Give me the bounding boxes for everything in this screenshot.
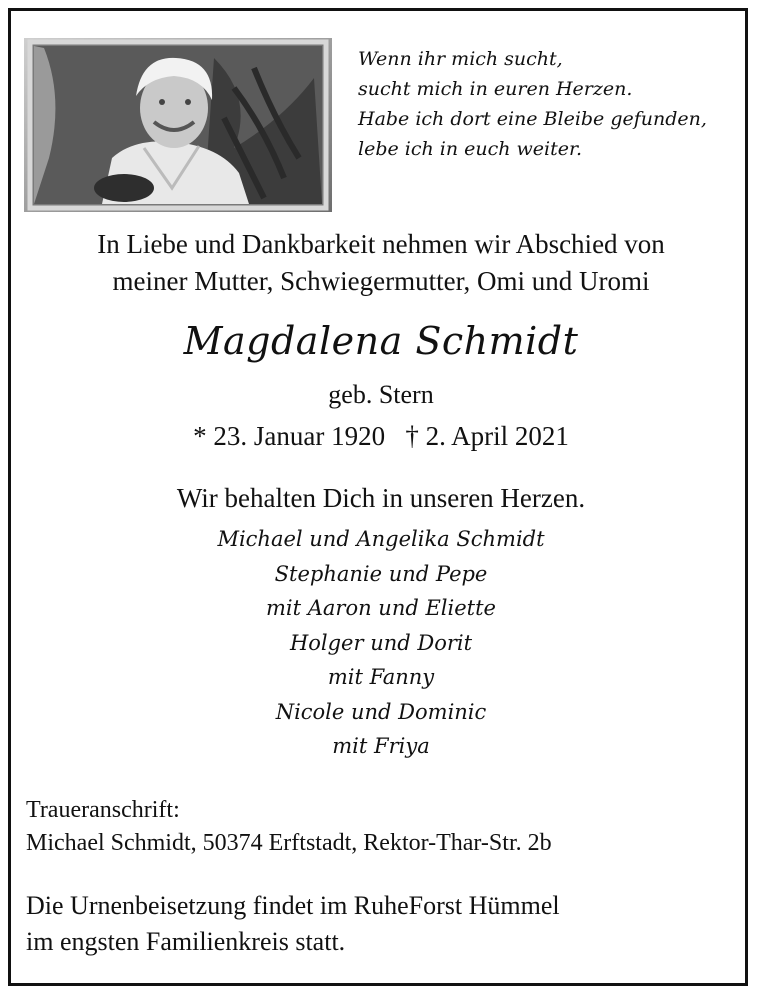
poem-line: Wenn ihr mich sucht,	[358, 48, 563, 70]
portrait-photo-icon	[24, 38, 332, 212]
family-member: mit Fanny	[327, 665, 435, 689]
address-label: Traueranschrift:	[26, 797, 180, 823]
intro-line-1: In Liebe und Dankbarkeit nehmen wir Abschied von	[97, 229, 665, 259]
poem-line: Habe ich dort eine Bleibe gefunden,	[358, 108, 707, 130]
portrait-photo	[24, 38, 332, 212]
birth-date: * 23. Januar 1920	[193, 421, 386, 451]
family-member: Nicole und Dominic	[275, 699, 487, 724]
burial-line-2: im engsten Familienkreis statt.	[26, 927, 346, 956]
deceased-name: Magdalena Schmidt	[183, 319, 579, 363]
family-member: Stephanie und Pepe	[274, 561, 488, 586]
born-name: geb. Stern	[328, 380, 434, 409]
mourning-address	[26, 794, 746, 860]
family-member: mit Friya	[332, 734, 430, 758]
death-date: † 2. April 2021	[405, 421, 569, 451]
family-member: mit Aaron und Eliette	[266, 596, 496, 620]
family-list	[0, 522, 762, 764]
life-dates	[0, 418, 762, 454]
poem-line: sucht mich in euren Herzen.	[358, 78, 633, 100]
poem-line: lebe ich in euch weiter.	[358, 138, 583, 160]
burial-line-1: Die Urnenbeisetzung findet im RuheForst Hümmel	[26, 891, 560, 920]
address-value: Michael Schmidt, 50374 Erftstadt, Rektor-Thar-Str. 2b	[26, 830, 552, 856]
closing-line: Wir behalten Dich in unseren Herzen.	[176, 483, 586, 513]
burial-note	[26, 888, 746, 960]
family-member: Michael und Angelika Schmidt	[217, 527, 545, 551]
family-member: Holger und Dorit	[289, 630, 473, 655]
poem	[358, 44, 738, 164]
intro-text	[0, 226, 762, 300]
intro-line-2: meiner Mutter, Schwiegermutter, Omi und Uromi	[112, 266, 650, 296]
